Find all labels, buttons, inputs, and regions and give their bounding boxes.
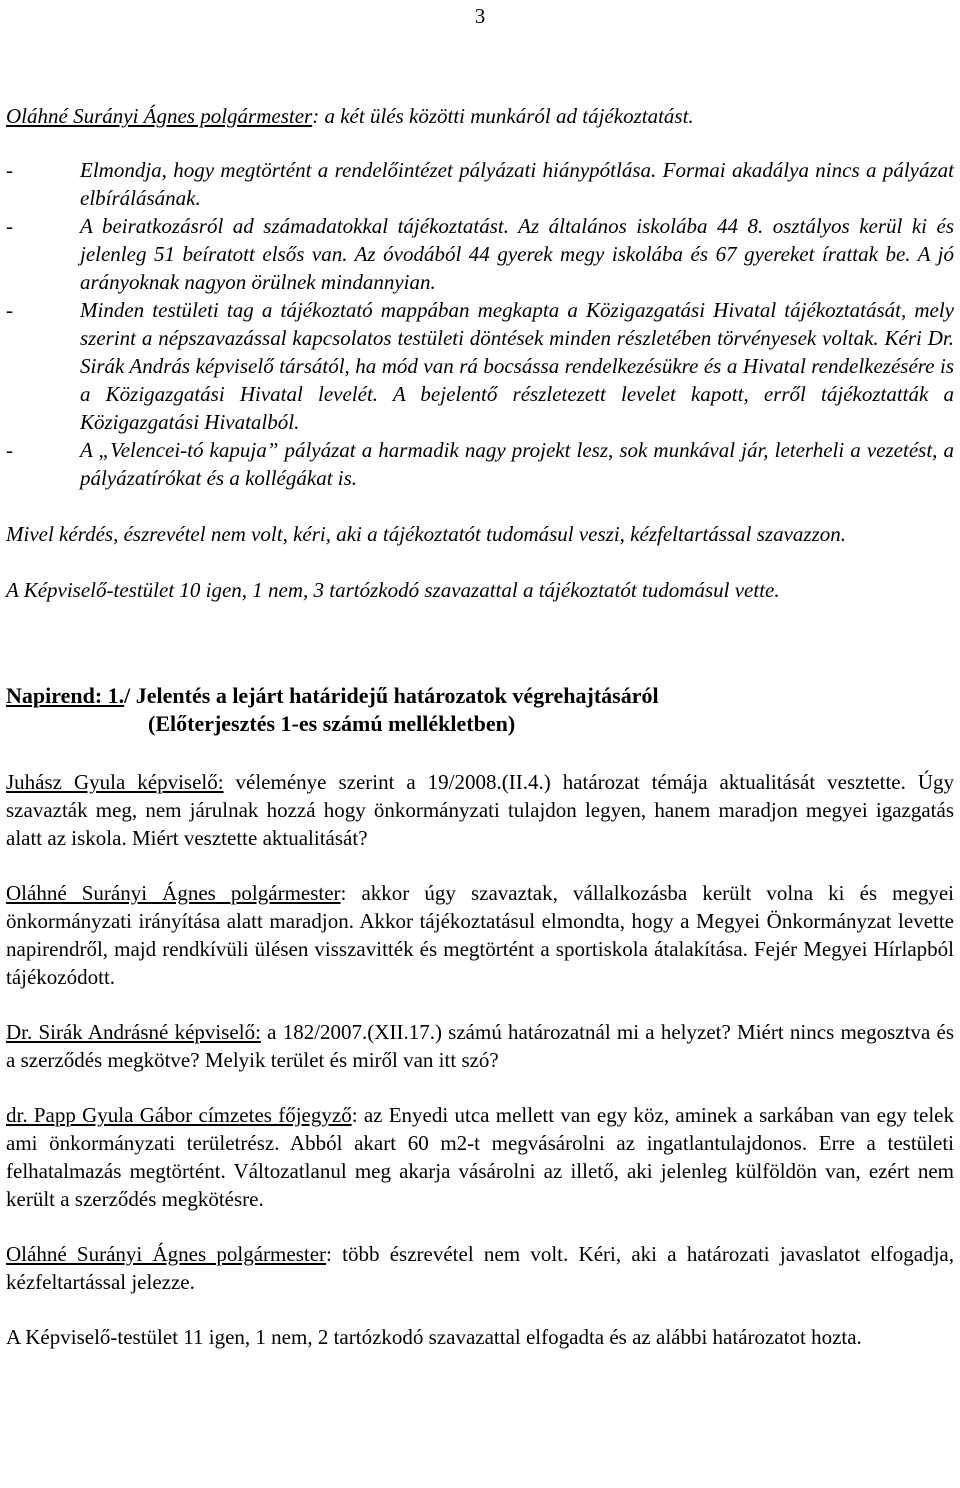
vote-request-paragraph: Mivel kérdés, észrevétel nem volt, kéri, aki a tájékoztatót tudomásul veszi, kézfeltartással szavazzon. — [6, 522, 847, 546]
speaker-text: : akkor úgy szavaztak, vállalkozásba került volna ki és megyei önkormányzati irányítása alatt maradjon. Akkor tájékoztatásul elmondta, hogy a Megyei Önkormányzat levette napirendről, majd rendkívüli ülésen visszavitték és megtörtént a sportiskola átalakítása. Fejér Megyei Hírlapból tájékozódott. — [6, 881, 954, 989]
dash-mark: - — [6, 158, 13, 182]
agenda-label: Napirend: 1. — [6, 683, 125, 708]
speaker-paragraph — [6, 1018, 954, 1074]
speaker-paragraph — [6, 768, 954, 852]
list-item-text: Minden testületi tag a tájékoztató mappában megkapta a Közigazgatási Hivatal tájékoztatását, mely szerint a népszavazással kapcsolatos testületi döntések minden részletében törvényesek voltak. Kéri Dr. Sirák András képviselő társától, ha mód van rá bocsássa rendelkezésükre és a Hivatal rendelkezésére is a Közigazgatási Hivatal levelét. A bejelentő részletezett levelet kapott, erről tájékoztatták a Közigazgatási Hivatalból. — [80, 298, 954, 434]
speaker-text: véleménye szerint a 19/2008.(II.4.) határozat témája aktualitását vesztette. Úgy szavazták meg, nem járulnak hozzá hogy önkormányzati tulajdon legyen, hanem maradjon megyei igazgatás alatt az iskola. Miért vesztette aktualitását? — [6, 770, 954, 850]
speaker-text: : több észrevétel nem volt. Kéri, aki a határozati javaslatot elfogadja, kézfeltartással jelezze. — [6, 1242, 954, 1294]
speaker-name: Oláhné Surányi Ágnes polgármester — [6, 1242, 327, 1266]
document-body — [6, 102, 954, 1351]
speaker-name: Oláhné Surányi Ágnes polgármester — [6, 881, 341, 905]
speaker-text: a 182/2007.(XII.17.) számú határozatnál mi a helyzet? Miért nincs megosztva és a szerződés megkötve? Melyik terület és miről van itt szó? — [6, 1020, 955, 1072]
dash-mark: - — [6, 298, 13, 322]
list-item — [6, 156, 954, 212]
speaker-name: dr. Papp Gyula Gábor címzetes főjegyző — [6, 1103, 352, 1127]
report-list — [6, 156, 954, 492]
list-item — [6, 436, 954, 492]
agenda-title: / Jelentés a lejárt határidejű határozatok végrehajtásáról — [124, 683, 659, 708]
list-item — [6, 296, 954, 436]
intro-paragraph — [6, 102, 954, 130]
dash-mark: - — [6, 438, 13, 462]
speaker-text: : az Enyedi utca mellett van egy köz, aminek a sarkában van egy telek ami önkormányzati területrész. Abból akart 60 m2-t megvásárolni az ingatlantulajdonos. Erre a testületi felhatalmazás megtörtént. Változatlanul meg akarja vásárolni az illető, aki jelenleg külföldön van, ezért nem került a szerződés megkötésre. — [6, 1103, 954, 1211]
list-item-text: A beiratkozásról ad számadatokkal tájékoztatást. Az általános iskolába 44 8. osztályos kerül ki és jelenleg 51 beíratott elsős van. Az óvodából 44 gyerek megy iskolába és 67 gyereket írattak be. A jó arányoknak nagyon örülnek mindannyian. — [80, 214, 954, 294]
list-item — [6, 212, 954, 296]
speaker-name: Oláhné Surányi Ágnes polgármester — [6, 104, 313, 128]
intro-text: : a két ülés közötti munkáról ad tájékoztatást. — [312, 104, 694, 128]
speaker-paragraph — [6, 1240, 954, 1296]
list-item-text: Elmondja, hogy megtörtént a rendelőintézet pályázati hiánypótlása. Formai akadálya nincs a pályázat elbírálásának. — [80, 158, 954, 210]
vote-result-paragraph: A Képviselő-testület 10 igen, 1 nem, 3 tartózkodó szavazattal a tájékoztatót tudomásul vette. — [6, 578, 780, 602]
resolution-paragraph: A Képviselő-testület 11 igen, 1 nem, 2 tartózkodó szavazattal elfogadta és az alábbi határozatot hozta. — [6, 1325, 862, 1349]
agenda-subtitle: (Előterjesztés 1-es számú mellékletben) — [148, 711, 516, 736]
dash-mark: - — [6, 214, 13, 238]
speaker-paragraph — [6, 1101, 954, 1213]
speaker-name: Juhász Gyula képviselő: — [6, 770, 224, 794]
speaker-paragraph — [6, 879, 954, 991]
speaker-name: Dr. Sirák Andrásné képviselő: — [6, 1020, 261, 1044]
page-number: 3 — [474, 4, 486, 28]
list-item-text: A „Velencei-tó kapuja” pályázat a harmadik nagy projekt lesz, sok munkával jár, leterheli a vezetést, a pályázatírókat és a kollégákat is. — [80, 438, 954, 490]
agenda-heading — [6, 682, 954, 738]
